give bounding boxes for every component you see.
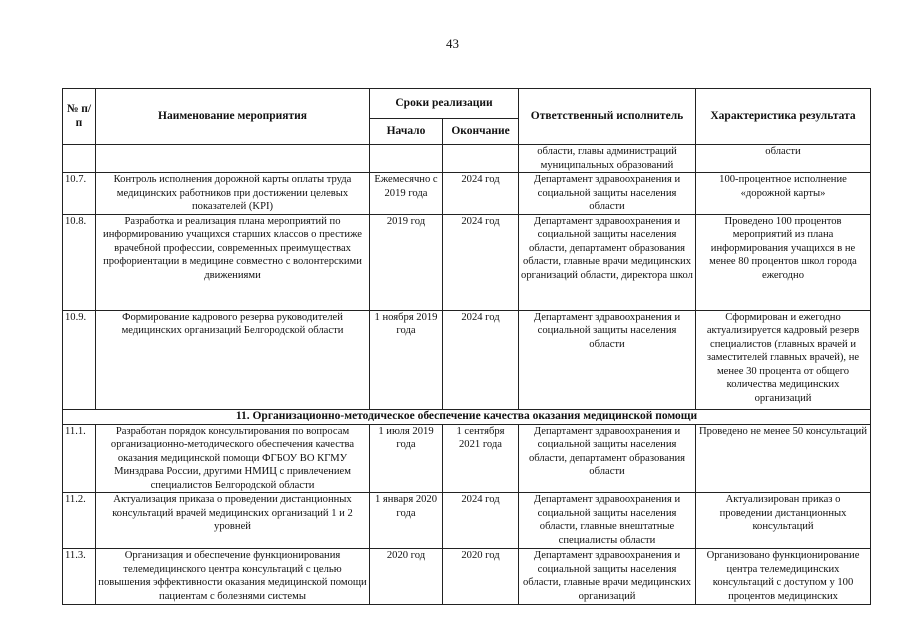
row-responsible: Департамент здравоохранения и социальной защиты населения области, департамент образования области, главные врачи медицинских организаций области, директора школ — [519, 214, 696, 310]
table-row — [63, 549, 871, 605]
header-num: № п/п — [63, 89, 96, 145]
table-row — [63, 145, 871, 173]
row-end: 2024 год — [443, 214, 519, 310]
header-terms: Сроки реализации — [370, 89, 519, 119]
row-result: Актуализирован приказ о проведении дистанционных консультаций — [696, 493, 871, 549]
row-start: 1 января 2020 года — [370, 493, 443, 549]
row-result: Проведено 100 процентов мероприятий из плана информирования учащихся в не менее 80 процентов школ города ежегодно — [696, 214, 871, 310]
row-responsible: Департамент здравоохранения и социальной защиты населения области, департамент образования области — [519, 424, 696, 493]
table-row — [63, 173, 871, 215]
row-end: 2020 год — [443, 549, 519, 605]
table-row — [63, 424, 871, 493]
header-start: Начало — [370, 119, 443, 145]
row-end: 1 сентября 2021 года — [443, 424, 519, 493]
header-responsible: Ответственный исполнитель — [519, 89, 696, 145]
row-num: 11.2. — [63, 493, 96, 549]
table-row — [63, 214, 871, 310]
header-result: Характеристика результата — [696, 89, 871, 145]
row-result: Сформирован и ежегодно актуализируется кадровый резерв специалистов (главных врачей и заместителей главных врачей), не менее 30 процента от общего количества медицинских организаций — [696, 310, 871, 409]
section-title: 11. Организационно-методическое обеспечение качества оказания медицинской помощи — [63, 409, 871, 424]
row-name: Разработка и реализация плана мероприятий по информированию учащихся старших классов о престиже врачебной профессии, современных преимуществах профориентации в медицине совместно с волонтерскими движениями — [96, 214, 370, 310]
row-start: 2020 год — [370, 549, 443, 605]
row-start: 1 ноября 2019 года — [370, 310, 443, 409]
row-end: 2024 год — [443, 493, 519, 549]
row-name: Организация и обеспечение функционирования телемедицинского центра консультаций с целью повышения эффективности оказания медицинской помощи пациентам с болезнями системы — [96, 549, 370, 605]
table-row — [63, 310, 871, 409]
header-end: Окончание — [443, 119, 519, 145]
row-start: 1 июля 2019 года — [370, 424, 443, 493]
row-responsible: Департамент здравоохранения и социальной защиты населения области, главные внештатные специалисты области — [519, 493, 696, 549]
table-row — [63, 493, 871, 549]
row-result: Организовано функционирование центра телемедицинских консультаций с доступом у 100 процентов медицинских — [696, 549, 871, 605]
continuation-responsible: области, главы администраций муниципальных образований — [519, 145, 696, 173]
header-name: Наименование мероприятия — [96, 89, 370, 145]
row-result: 100-процентное исполнение «дорожной карты» — [696, 173, 871, 215]
row-result: Проведено не менее 50 консультаций — [696, 424, 871, 493]
row-responsible: Департамент здравоохранения и социальной защиты населения области, главные врачи медицинских организаций — [519, 549, 696, 605]
row-responsible: Департамент здравоохранения и социальной защиты населения области — [519, 173, 696, 215]
row-name: Формирование кадрового резерва руководителей медицинских организаций Белгородской области — [96, 310, 370, 409]
row-end: 2024 год — [443, 173, 519, 215]
row-name: Контроль исполнения дорожной карты оплаты труда медицинских работников при достижении целевых показателей (KPI) — [96, 173, 370, 215]
section-row — [63, 409, 871, 424]
row-name: Актуализация приказа о проведении дистанционных консультаций врачей медицинских организаций 1 и 2 уровней — [96, 493, 370, 549]
row-responsible: Департамент здравоохранения и социальной защиты населения области — [519, 310, 696, 409]
row-num: 10.7. — [63, 173, 96, 215]
row-num: 10.9. — [63, 310, 96, 409]
row-name: Разработан порядок консультирования по вопросам организационно-методического обеспечения качества оказания медицинской помощи ФГБОУ ВО КГМУ Минздрава России, другими НМИЦ с привлечением специалистов Белгородской области — [96, 424, 370, 493]
row-num: 11.1. — [63, 424, 96, 493]
row-num: 11.3. — [63, 549, 96, 605]
row-end: 2024 год — [443, 310, 519, 409]
row-start: 2019 год — [370, 214, 443, 310]
continuation-result: области — [696, 145, 871, 173]
page-number: 43 — [446, 36, 459, 51]
row-start: Ежемесячно с 2019 года — [370, 173, 443, 215]
row-num: 10.8. — [63, 214, 96, 310]
measures-table — [62, 88, 871, 605]
